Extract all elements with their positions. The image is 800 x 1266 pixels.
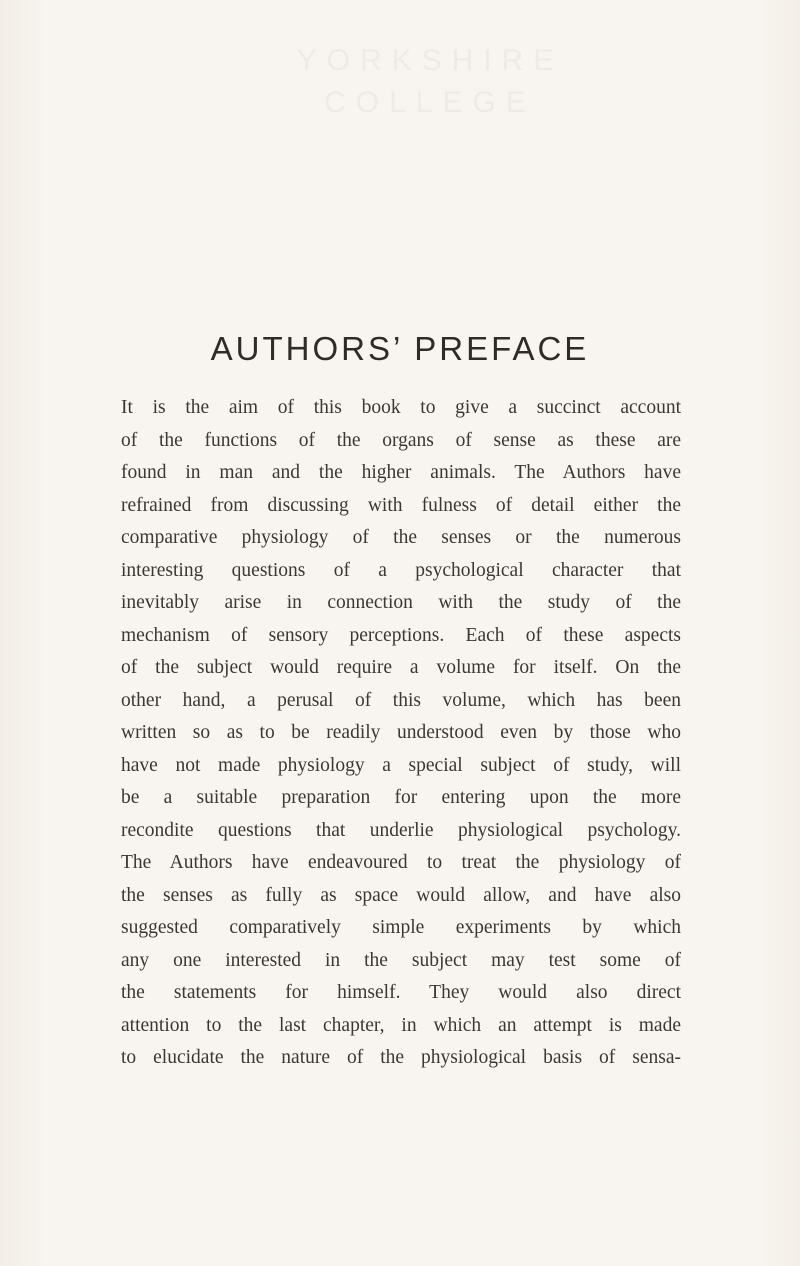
preface-title: AUTHORS’ PREFACE: [210, 330, 590, 367]
preface-body: [121, 392, 681, 1075]
text-line: have not made physiology a special subject of study, will: [121, 754, 681, 776]
text-line: the senses as fully as space would allow, and have also: [121, 884, 681, 906]
watermark-line-1: YORKSHIRE: [296, 44, 564, 77]
text-line: The Authors have endeavoured to treat the physiology of: [121, 852, 681, 873]
text-line: of the functions of the organs of sense as these are: [121, 429, 681, 451]
watermark-line-2: COLLEGE: [324, 86, 536, 119]
text-line: found in man and the higher animals. The Authors have: [121, 462, 681, 483]
text-line: recondite questions that underlie physiological psychology.: [121, 819, 681, 841]
text-line: comparative physiology of the senses or the numerous: [121, 527, 681, 548]
library-stamp-watermark: [230, 40, 630, 124]
text-line: other hand, a perusal of this volume, which has been: [121, 689, 681, 711]
text-line: the statements for himself. They would also direct: [121, 982, 681, 1003]
text-line: to elucidate the nature of the physiological basis of sensa-: [121, 1047, 681, 1068]
text-line: suggested comparatively simple experiments by which: [121, 917, 681, 938]
text-line: attention to the last chapter, in which an attempt is made: [121, 1014, 681, 1036]
text-line: inevitably arise in connection with the study of the: [121, 592, 681, 613]
text-line: interesting questions of a psychological character that: [121, 559, 681, 581]
text-line: be a suitable preparation for entering upon the more: [121, 787, 681, 808]
text-line: mechanism of sensory perceptions. Each of these aspects: [121, 624, 681, 646]
text-line: written so as to be readily understood even by those who: [121, 722, 681, 743]
text-line: refrained from discussing with fulness of detail either the: [121, 494, 681, 516]
text-line: any one interested in the subject may test some of: [121, 949, 681, 971]
text-line: It is the aim of this book to give a succinct account: [121, 397, 681, 418]
text-line: of the subject would require a volume for itself. On the: [121, 657, 681, 678]
